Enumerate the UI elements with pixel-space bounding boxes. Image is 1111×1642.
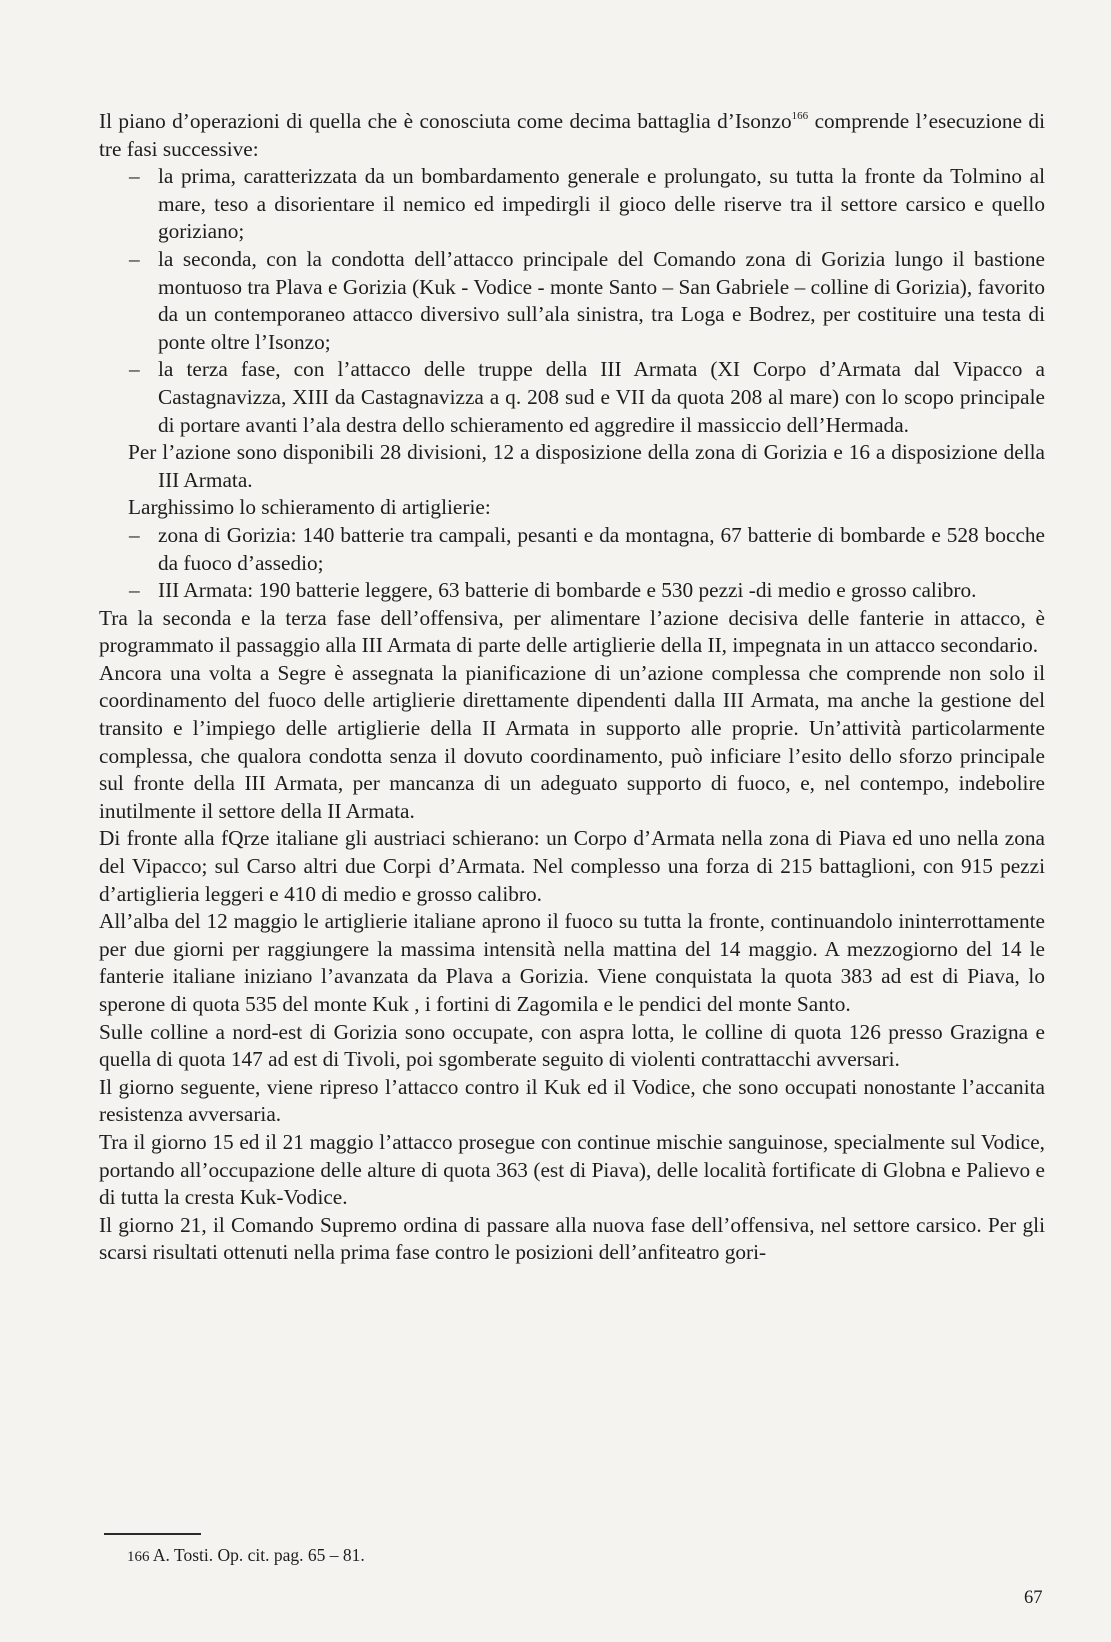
paragraph: Sulle colline a nord-est di Gorizia sono occupate, con aspra lotta, le colline di quota 126 presso Grazigna e quella di quota 147 ad est di Tivoli, poi sgomberate seguito di violenti contrattacchi avversari. <box>99 1019 1045 1072</box>
list-item-text: la seconda, con la condotta dell’attacco principale del Comando zona di Gorizia lungo il bastione montuoso tra Plava e Gorizia (Kuk - Vodice - monte Santo – San Gabriele – colline di Gorizia), favorito da un contemporaneo attacco diversivo sull’ala sinistra, tra Loga e Bodrez, per costituire una testa di ponte oltre l’Isonzo; <box>158 246 1045 354</box>
footnote-divider <box>104 1533 201 1535</box>
list-item <box>99 356 1045 439</box>
dash-bullet: – <box>129 164 140 189</box>
footnote-reference[interactable]: 166 <box>791 110 809 122</box>
paragraph <box>99 108 1045 163</box>
list-item <box>99 246 1045 356</box>
paragraph: Tra il giorno 15 ed il 21 maggio l’attacco prosegue con continue mischie sanguinose, specialmente sul Vodice, portando all’occupazione delle alture di quota 363 (est di Piava), delle località fortificate di Globna e Palievo e di tutta la cresta Kuk-Vodice. <box>99 1129 1045 1210</box>
paragraph: Ancora una volta a Segre è assegnata la pianificazione di un’azione complessa che comprende non solo il coordinamento del fuoco delle artiglierie direttamente dipendenti dalla III Armata, ma anche la gestione del transito e l’impiego delle artiglierie della II Armata in supporto alle proprie. Un’attività particolarmente complessa, che qualora condotta senza il dovuto coordinamento, può inficiare l’esito dello sforzo principale sul fronte della III Armata, per mancanza di un adeguato supporto di fuoco, e, nel contempo, indebolire inutilmente il settore della II Armata. <box>99 660 1045 823</box>
dash-bullet: – <box>129 578 140 603</box>
list-item <box>99 163 1045 246</box>
footnote-number: 166 <box>127 1549 150 1565</box>
paragraph-text: comprende l’esecuzione di tre fasi successive: <box>99 109 1045 161</box>
footnote-text: A. Tosti. Op. cit. pag. 65 – 81. <box>149 1545 365 1565</box>
paragraph: Tra la seconda e la terza fase dell’offensiva, per alimentare l’azione decisiva delle fanterie in attacco, è programmato il passaggio alla III Armata di parte delle artiglierie della II, impegnata in un attacco secondario. <box>99 605 1045 658</box>
list-item-text: zona di Gorizia: 140 batterie tra campali, pesanti e da montagna, 67 batterie di bombarde e 528 bocche da fuoco d’assedio; <box>158 522 1045 575</box>
dash-bullet: – <box>129 246 140 271</box>
footnote <box>127 1544 365 1568</box>
indented-paragraph: Larghissimo lo schieramento di artiglierie: <box>128 495 491 520</box>
list-item <box>99 522 1045 577</box>
list-item <box>99 577 1045 605</box>
paragraph-text: Il piano d’operazioni di quella che è conosciuta come decima battaglia d’Isonzo <box>99 109 792 133</box>
paragraph: Di fronte alla fQrze italiane gli austriaci schierano: un Corpo d’Armata nella zona di Piava ed uno nella zona del Vipacco; sul Carso altri due Corpi d’Armata. Nel complesso una forza di 215 battaglioni, con 915 pezzi d’artiglieria leggeri e 410 di medio e grosso calibro. <box>99 826 1045 906</box>
paragraph: All’alba del 12 maggio le artiglierie italiane aprono il fuoco su tutta la fronte, continuandolo ininterrottamente per due giorni per raggiungere la massima intensità nella mattina del 14 maggio. A mezzogiorno del 14 le fanterie italiane iniziano l’avanzata da Plava a Gorizia. Viene conquistata la quota 383 ad est di Piava, lo sperone di quota 535 del monte Kuk , i fortini di Zagomila e le pendici del monte Santo. <box>99 909 1045 1016</box>
page-number: 67 <box>1024 1588 1043 1608</box>
indented-paragraph: Per l’azione sono disponibili 28 divisioni, 12 a disposizione della zona di Gorizia e 16 a disposizione della III Armata. <box>128 440 1045 492</box>
dash-bullet: – <box>129 522 140 547</box>
paragraph: Il giorno 21, il Comando Supremo ordina di passare alla nuova fase dell’offensiva, nel settore carsico. Per gli scarsi risultati ottenuti nella prima fase contro le posizioni dell’anfiteatro gori- <box>99 1212 1045 1265</box>
list-item-text: III Armata: 190 batterie leggere, 63 batterie di bombarde e 530 pezzi -di medio e grosso calibro. <box>158 578 977 603</box>
page-body <box>99 108 1045 1267</box>
list-item-text: la terza fase, con l’attacco delle truppe della III Armata (XI Corpo d’Armata dal Vipacco a Castagnavizza, XIII da Castagnavizza a q. 208 sud e VII da quota 208 al mare) con lo scopo principale di portare avanti l’ala destra dello schieramento ed aggredire il massiccio dell’Hermada. <box>158 357 1045 437</box>
dash-bullet: – <box>129 357 140 382</box>
list-item-text: la prima, caratterizzata da un bombardamento generale e prolungato, su tutta la fronte da Tolmino al mare, teso a disorientare il nemico ed impedirgli il gioco delle riserve tra il settore carsico e quello goriziano; <box>158 164 1045 244</box>
paragraph: Il giorno seguente, viene ripreso l’attacco contro il Kuk ed il Vodice, che sono occupati nonostante l’accanita resistenza avversaria. <box>99 1074 1045 1127</box>
